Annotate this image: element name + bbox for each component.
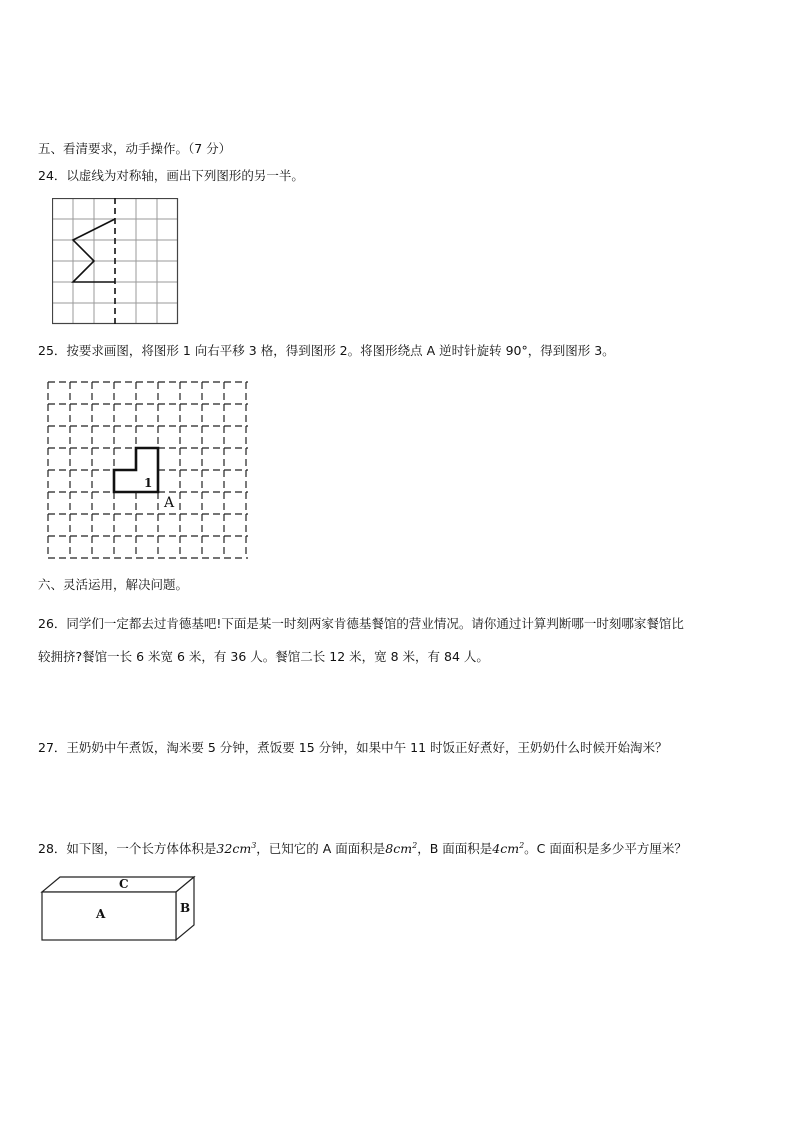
q28-cuboid-figure xyxy=(40,874,198,944)
section-5-heading: 五、看清要求，动手操作。（7 分） xyxy=(38,141,232,156)
q28-part-2: ，已知它的 A 面面积是 xyxy=(256,841,386,857)
q24-grid-figure xyxy=(52,198,180,328)
question-25-text: 25．按要求画图，将图形 1 向右平移 3 格，得到图形 2。将图形绕点 A 逆时针旋转 90°，得到图形 3。 xyxy=(38,343,615,358)
q28-area-b: $4cm^2$ xyxy=(492,841,525,857)
q28-part-3: ，B 面面积是 xyxy=(417,841,493,857)
question-26-line-1: 26．同学们一定都去过肯德基吧!下面是某一时刻两家肯德基餐馆的营业情况。请你通过计算判断哪一时刻哪家餐馆比 xyxy=(38,616,684,631)
section-6-heading: 六、灵活运用，解决问题。 xyxy=(38,577,189,592)
question-27-text: 27．王奶奶中午煮饭，淘米要 5 分钟，煮饭要 15 分钟，如果中午 11 时饭正好煮好，王奶奶什么时候开始淘米？ xyxy=(38,740,668,755)
question-28-text xyxy=(38,842,687,856)
q25-point-a-label: A xyxy=(164,495,175,511)
q28-face-a-label: A xyxy=(96,907,106,921)
question-24-text: 24．以虚线为对称轴，画出下列图形的另一半。 xyxy=(38,168,304,183)
q28-area-a: $8cm^2$ xyxy=(385,841,418,857)
question-26-line-2: 较拥挤?餐馆一长 6 米宽 6 米，有 36 人。餐馆二长 12 米，宽 8 米，有 84 人。 xyxy=(38,649,489,664)
q28-face-c-label: C xyxy=(119,877,129,891)
q28-part-1: 28．如下图，一个长方体体积是 xyxy=(38,841,217,857)
q28-volume: $32cm^3$ xyxy=(216,841,257,857)
q28-face-b-label: B xyxy=(180,901,191,915)
q28-face-a xyxy=(42,892,176,940)
q28-part-4: 。C 面面积是多少平方厘米？ xyxy=(524,841,687,857)
q25-shape-1-label: 1 xyxy=(144,476,153,490)
q25-grid-figure xyxy=(46,381,252,563)
q28-face-c xyxy=(42,877,194,892)
